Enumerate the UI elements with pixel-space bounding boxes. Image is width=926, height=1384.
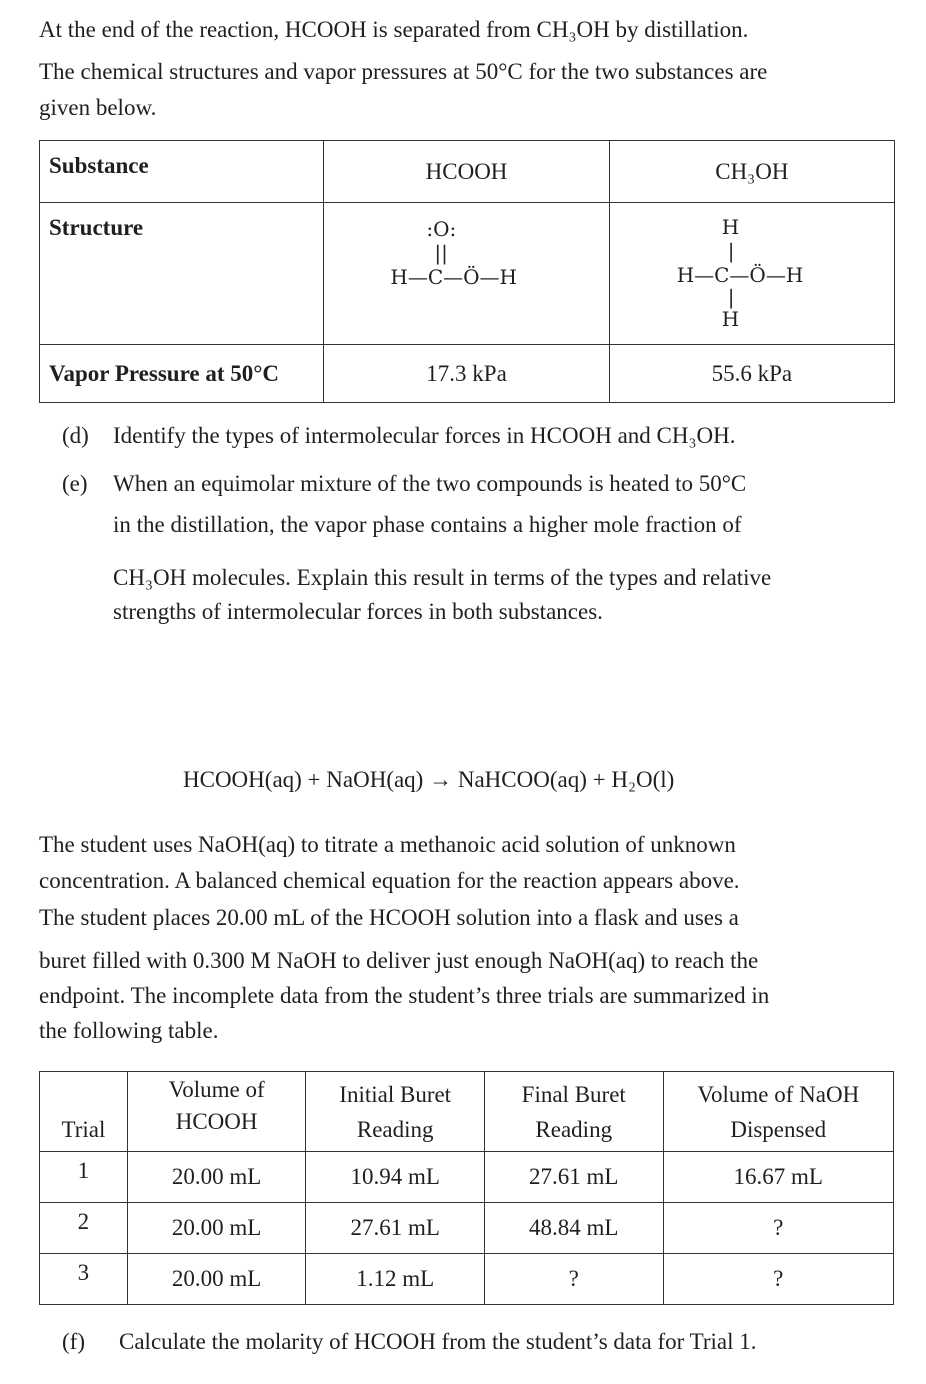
initial-reading: 27.61 mL (350, 1215, 440, 1240)
volume-hcooh: 20.00 mL (171, 1266, 262, 1291)
final-buret-header-b: Reading (535, 1116, 613, 1142)
initial-buret-header-a: Initial Buret (339, 1081, 452, 1107)
question-f-text: Calculate the molarity of HCOOH from the student’s data for Trial 1. (119, 1329, 757, 1354)
ch3oh-header: CH₃OH (715, 158, 789, 184)
volume-hcooh: 20.00 mL (171, 1215, 262, 1240)
titration-table (39, 1071, 894, 1305)
question-d-text: Identify the types of intermolecular forces in HCOOH and CH₃OH. (113, 423, 736, 448)
final-reading: 48.84 mL (529, 1215, 619, 1240)
bottom-hydrogen: H (721, 307, 740, 331)
volume-hcooh-header-b: HCOOH (175, 1109, 258, 1134)
naoh-dispensed-header-b: Dispensed (730, 1116, 827, 1142)
hcooh-vapor-pressure: 17.3 kPa (426, 360, 507, 386)
table-row (40, 1254, 894, 1305)
question-e-line-2: in the distillation, the vapor phase contains a higher mole fraction of (113, 512, 742, 537)
hcooh-header: HCOOH (425, 158, 508, 184)
hcooh-structure (324, 203, 609, 345)
vapor-pressure-label: Vapor Pressure at 50°C (49, 360, 280, 386)
substance-header: Substance (49, 153, 149, 178)
intro-line-2: The chemical structures and vapor pressures at 50°C for the two substances are (39, 59, 768, 84)
double-bond: || (434, 241, 448, 265)
structure-label: Structure (49, 215, 144, 240)
final-buret-header-a: Final Buret (521, 1081, 626, 1107)
ch3oh-structure: H | H—C—Ö—H | H (609, 203, 894, 345)
naoh-dispensed-header-a: Volume of NaOH (697, 1081, 860, 1107)
naoh-dispensed: ? (773, 1266, 784, 1291)
trial-number: 1 (77, 1158, 90, 1183)
paragraph-line-5: endpoint. The incomplete data from the student’s three trials are summarized in (39, 983, 770, 1008)
initial-reading: 1.12 mL (356, 1266, 435, 1291)
volume-hcooh: 20.00 mL (171, 1164, 262, 1189)
ch3oh-vapor-pressure: 55.6 kPa (711, 360, 793, 386)
table-row (40, 1152, 894, 1203)
volume-hcooh-header-a: Volume of (168, 1077, 265, 1102)
question-e-line-3: CH₃OH molecules. Explain this result in terms of the types and relative (113, 565, 772, 590)
table-row (40, 1203, 894, 1254)
trial-header: Trial (61, 1117, 106, 1142)
paragraph-line-3: The student places 20.00 mL of the HCOOH solution into a flask and uses a (39, 905, 739, 930)
substance-table (39, 140, 895, 403)
question-e-line-1: When an equimolar mixture of the two compounds is heated to 50°C (113, 471, 747, 496)
question-d-label: (d) (62, 423, 89, 448)
question-e-label: (e) (62, 471, 88, 496)
top-hydrogen: H (721, 215, 740, 239)
paragraph-line-2: concentration. A balanced chemical equation for the reaction appears above. (39, 868, 740, 893)
paragraph-line-6: the following table. (39, 1018, 219, 1043)
question-f-label: (f) (62, 1329, 85, 1354)
reaction-equation: HCOOH(aq) + NaOH(aq) → NaHCOO(aq) + H₂O(l) (183, 767, 675, 792)
paragraph-line-1: The student uses NaOH(aq) to titrate a methanoic acid solution of unknown (39, 832, 736, 857)
naoh-dispensed: 16.67 mL (733, 1164, 823, 1189)
carbonyl-oxygen: :O: (426, 217, 457, 241)
final-reading: 27.61 mL (529, 1164, 619, 1189)
final-reading: ? (568, 1266, 579, 1291)
paragraph-line-4: buret filled with 0.300 M NaOH to deliver just enough NaOH(aq) to reach the (39, 948, 759, 973)
hcooh-main-chain: H—C—Ö—H (390, 265, 517, 289)
initial-reading: 10.94 mL (350, 1164, 440, 1189)
initial-buret-header-b: Reading (356, 1116, 434, 1142)
trial-number: 3 (77, 1260, 90, 1285)
intro-line-1: At the end of the reaction, HCOOH is separated from CH₃OH by distillation. (39, 17, 749, 42)
trial-number: 2 (77, 1209, 90, 1234)
intro-line-3: given below. (39, 95, 157, 120)
naoh-dispensed: ? (773, 1215, 784, 1240)
question-e-line-4: strengths of intermolecular forces in both substances. (113, 599, 603, 624)
ch3oh-main-chain: H—C—Ö—H (676, 263, 804, 287)
